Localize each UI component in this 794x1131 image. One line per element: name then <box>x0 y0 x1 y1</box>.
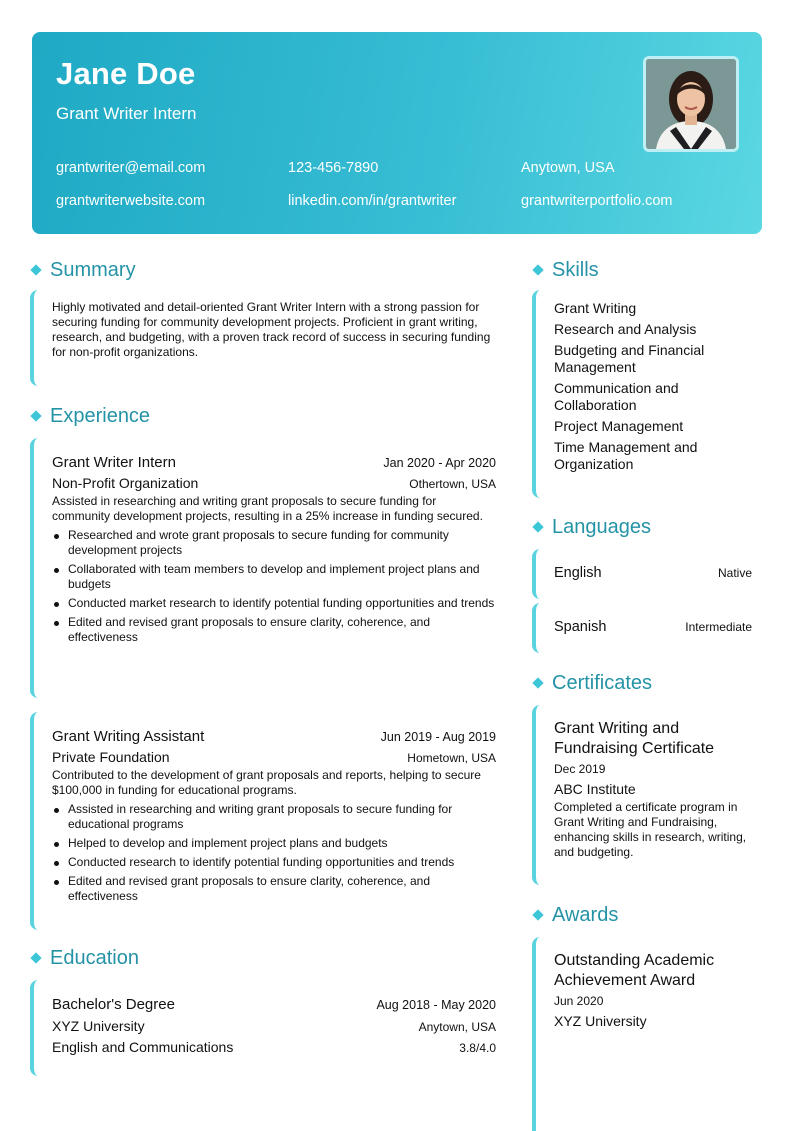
list-item: Grant Writing <box>554 300 637 316</box>
job-org-row <box>52 475 496 491</box>
experience-heading <box>30 402 496 430</box>
job-location: Hometown, USA <box>407 751 496 765</box>
list-item: Helped to develop and implement project plans and budgets <box>52 836 496 851</box>
resume-header <box>32 32 762 234</box>
language-name: Spanish <box>554 619 607 635</box>
contact-location: Anytown, USA <box>521 160 615 176</box>
job-bullets <box>52 802 496 904</box>
right-column <box>532 256 752 1131</box>
language-row <box>554 549 752 597</box>
school-name: XYZ University <box>52 1018 145 1034</box>
degree-row <box>52 996 496 1013</box>
education-heading <box>30 944 496 972</box>
job-title: Grant Writer Intern <box>52 454 176 471</box>
contact-email[interactable]: grantwriter@email.com <box>56 160 206 176</box>
job-bullets <box>52 528 496 645</box>
certificates-heading-text: Certificates <box>552 671 653 694</box>
experience-entry <box>30 438 496 698</box>
experience-heading-text: Experience <box>50 404 151 427</box>
language-row <box>554 603 752 651</box>
profile-photo <box>643 56 739 152</box>
contact-linkedin[interactable]: linkedin.com/in/grantwriter <box>288 193 457 209</box>
language-entry <box>532 549 752 599</box>
degree-dates: Aug 2018 - May 2020 <box>376 998 496 1012</box>
languages-heading <box>532 513 752 541</box>
job-header-row <box>52 454 496 471</box>
candidate-title: Grant Writer Intern <box>56 104 197 123</box>
contact-portfolio[interactable]: grantwriterportfolio.com <box>521 193 673 209</box>
list-item: Budgeting and Financial Management <box>554 342 705 375</box>
summary-heading-text: Summary <box>50 258 136 281</box>
language-entry <box>532 603 752 653</box>
diamond-bullet-icon <box>532 909 543 920</box>
diamond-bullet-icon <box>532 521 543 532</box>
list-item: Collaborated with team members to develop and implement project plans and budgets <box>52 562 496 592</box>
diamond-bullet-icon <box>30 264 41 275</box>
award-entry <box>532 937 752 1131</box>
job-header-row <box>52 728 496 745</box>
person-portrait-icon <box>646 59 736 149</box>
certificate-entry <box>532 705 752 885</box>
list-item: Conducted research to identify potential funding opportunities and trends <box>52 855 496 870</box>
job-dates: Jan 2020 - Apr 2020 <box>383 456 496 470</box>
award-institution: XYZ University <box>554 1013 647 1029</box>
language-level: Intermediate <box>685 620 752 634</box>
list-item: Project Management <box>554 418 684 434</box>
certificate-date: Dec 2019 <box>554 762 606 776</box>
list-item: Time Management and Organization <box>554 439 698 472</box>
job-description: Assisted in researching and writing grant proposals to secure funding for community development projects, resulting in a 25% increase in funding secured. <box>52 494 483 523</box>
degree-name: Bachelor's Degree <box>52 996 175 1013</box>
job-organization: Private Foundation <box>52 749 170 765</box>
skills-heading-text: Skills <box>552 258 599 281</box>
skills-heading <box>532 256 752 284</box>
certificate-title: Grant Writing and Fundraising Certificate <box>554 720 715 757</box>
list-item: Conducted market research to identify potential funding opportunities and trends <box>52 596 496 611</box>
job-location: Othertown, USA <box>409 477 496 491</box>
education-entry <box>30 980 496 1076</box>
skills-box <box>532 290 752 498</box>
awards-heading-text: Awards <box>552 903 619 926</box>
certificate-institution: ABC Institute <box>554 781 636 797</box>
languages-heading-text: Languages <box>552 515 651 538</box>
list-item: Edited and revised grant proposals to ensure clarity, coherence, and effectiveness <box>52 874 496 904</box>
summary-heading <box>30 256 496 284</box>
list-item: Edited and revised grant proposals to ensure clarity, coherence, and effectiveness <box>52 615 496 645</box>
award-date: Jun 2020 <box>554 994 604 1008</box>
awards-heading <box>532 901 752 929</box>
job-description: Contributed to the development of grant proposals and reports, helping to secure $100,000 in funding for educational programs. <box>52 768 481 797</box>
certificate-description: Completed a certificate program in Grant Writing and Fundraising, enhancing skills in research, writing, and budgeting. <box>554 800 747 859</box>
diamond-bullet-icon <box>30 952 41 963</box>
list-item: Researched and wrote grant proposals to secure funding for community development projects <box>52 528 496 558</box>
list-item: Assisted in researching and writing grant proposals to secure funding for educational programs <box>52 802 496 832</box>
diamond-bullet-icon <box>30 410 41 421</box>
list-item: Communication and Collaboration <box>554 380 679 413</box>
school-location: Anytown, USA <box>418 1020 496 1034</box>
experience-entry <box>30 712 496 930</box>
certificates-heading <box>532 669 752 697</box>
skills-list <box>554 290 752 487</box>
language-name: English <box>554 565 602 581</box>
school-row <box>52 1018 496 1034</box>
award-title: Outstanding Academic Achievement Award <box>554 952 715 989</box>
education-heading-text: Education <box>50 946 139 969</box>
job-organization: Non-Profit Organization <box>52 475 199 491</box>
field-of-study: English and Communications <box>52 1039 234 1055</box>
field-row <box>52 1039 496 1055</box>
candidate-name: Jane Doe <box>56 56 196 91</box>
left-column <box>30 256 496 1076</box>
list-item: Research and Analysis <box>554 321 697 337</box>
diamond-bullet-icon <box>532 264 543 275</box>
contact-phone[interactable]: 123-456-7890 <box>288 160 379 176</box>
summary-box <box>30 290 496 386</box>
language-level: Native <box>717 566 752 580</box>
summary-text: Highly motivated and detail-oriented Grant Writer Intern with a strong passion for securing funding for community development projects. Proficient in grant writing, research, and budgeting, with a proven track record of success in securing funding for non-profit organizations. <box>52 300 491 359</box>
contact-website[interactable]: grantwriterwebsite.com <box>56 193 206 209</box>
diamond-bullet-icon <box>532 677 543 688</box>
job-dates: Jun 2019 - Aug 2019 <box>380 730 496 744</box>
job-org-row <box>52 749 496 765</box>
gpa: 3.8/4.0 <box>459 1041 496 1055</box>
job-title: Grant Writing Assistant <box>52 728 205 745</box>
